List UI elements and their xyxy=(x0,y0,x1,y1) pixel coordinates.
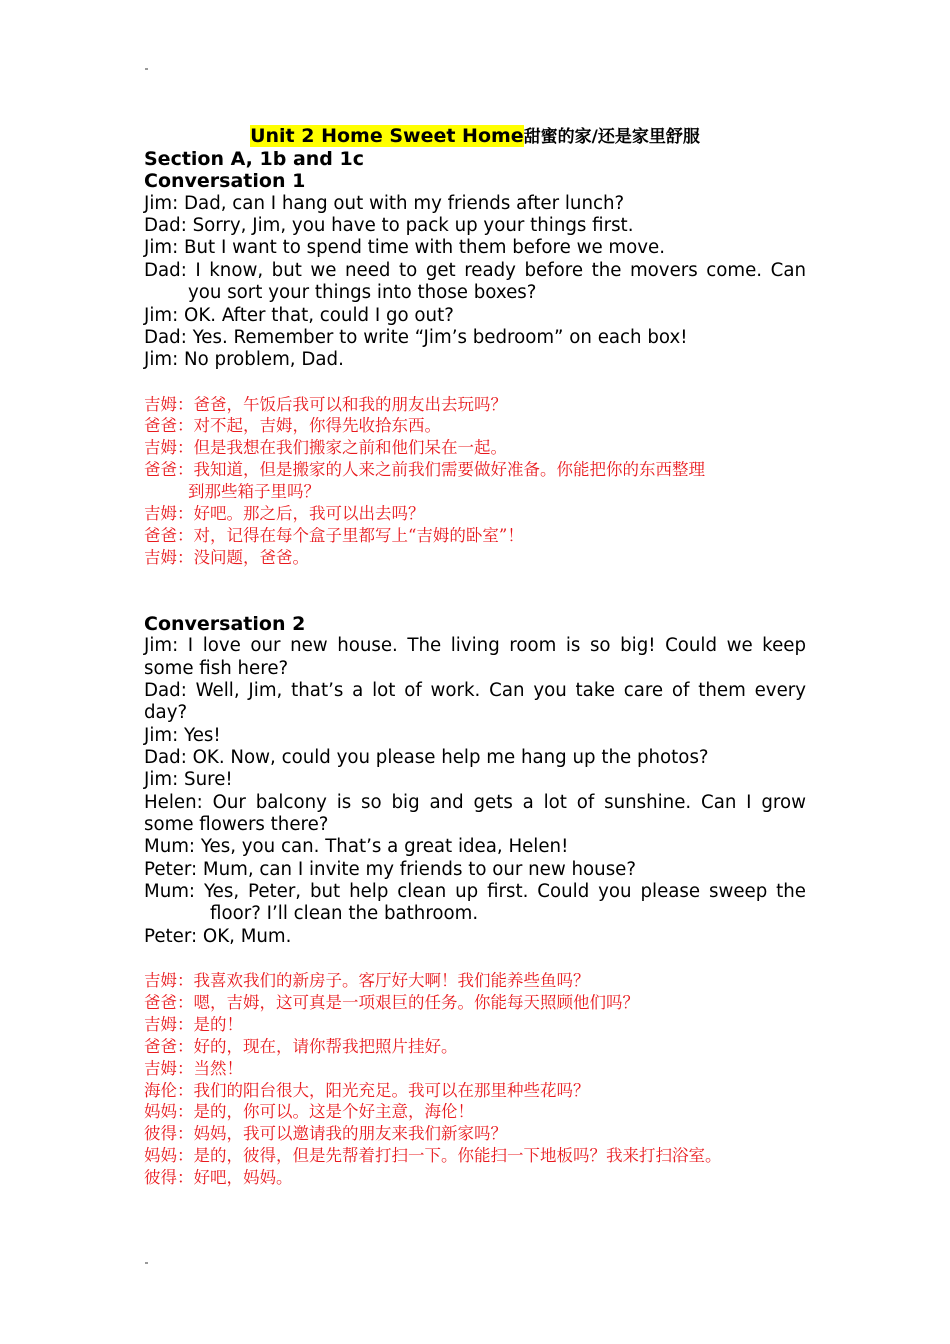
translation-line: 彼得：好吧，妈妈。 xyxy=(144,1168,293,1188)
dialogue-line: Jim: I love our new house. The living room is so big! Could we keep xyxy=(144,635,806,657)
section-heading: Section A, 1b and 1c xyxy=(144,148,364,170)
dialogue-line-continuation: day? xyxy=(144,702,188,724)
translation-line: 吉姆：好吧。那之后，我可以出去吗？ xyxy=(144,504,425,524)
conversation-1-chinese xyxy=(144,394,806,569)
dialogue-line: Jim: OK. After that, could I go out? xyxy=(144,304,454,326)
corner-mark-bottom xyxy=(145,1262,148,1264)
translation-line: 妈妈：是的，你可以。这是个好主意，海伦！ xyxy=(144,1102,474,1122)
translation-line: 吉姆：爸爸，午饭后我可以和我的朋友出去玩吗？ xyxy=(144,394,507,414)
dialogue-line: Jim: Sure! xyxy=(144,769,233,791)
dialogue-line: Dad: I know, but we need to get ready before the movers come. Can xyxy=(144,259,806,281)
translation-line: 吉姆：当然！ xyxy=(144,1058,243,1078)
spacer xyxy=(144,569,806,613)
translation-line: 爸爸：对，记得在每个盒子里都写上“吉姆的卧室”！ xyxy=(144,525,524,545)
conversation-1-english xyxy=(144,193,806,372)
dialogue-line: Dad: OK. Now, could you please help me hang up the photos? xyxy=(144,746,709,768)
conversation-2-english xyxy=(144,635,806,948)
dialogue-line: Jim: Dad, can I hang out with my friends after lunch? xyxy=(144,192,625,214)
dialogue-line: Peter: OK, Mum. xyxy=(144,925,292,947)
title-chinese: 甜蜜的家/还是家里舒服 xyxy=(523,127,700,147)
dialogue-line-continuation: floor? I’ll clean the bathroom. xyxy=(210,903,479,925)
dialogue-line: Dad: Well, Jim, that’s a lot of work. Can you take care of them every xyxy=(144,679,806,701)
translation-line: 彼得：妈妈，我可以邀请我的朋友来我们新家吗？ xyxy=(144,1124,507,1144)
translation-line: 爸爸：对不起，吉姆，你得先收拾东西。 xyxy=(144,416,441,436)
translation-line: 爸爸：我知道，但是搬家的人来之前我们需要做好准备。你能把你的东西整理 xyxy=(144,460,705,480)
dialogue-line: Mum: Yes, you can. That’s a great idea, Helen! xyxy=(144,836,569,858)
dialogue-line: Helen: Our balcony is so big and gets a lot of sunshine. Can I grow xyxy=(144,791,806,813)
dialogue-line-continuation: you sort your things into those boxes? xyxy=(188,282,537,304)
document-title xyxy=(144,124,806,148)
translation-line: 妈妈：是的，彼得，但是先帮着打扫一下。你能扫一下地板吗？我来打扫浴室。 xyxy=(144,1146,722,1166)
dialogue-line: Jim: No problem, Dad. xyxy=(144,349,344,371)
dialogue-line: Jim: But I want to spend time with them before we move. xyxy=(144,237,665,259)
dialogue-line: Dad: Sorry, Jim, you have to pack up your things first. xyxy=(144,215,634,237)
translation-line-continuation: 到那些箱子里吗？ xyxy=(188,482,320,502)
translation-line: 爸爸：好的，现在，请你帮我把照片挂好。 xyxy=(144,1036,458,1056)
corner-mark-top xyxy=(145,68,148,70)
title-english: Unit 2 Home Sweet Home xyxy=(250,125,524,147)
translation-line: 吉姆：但是我想在我们搬家之前和他们呆在一起。 xyxy=(144,438,507,458)
dialogue-line-continuation: some fish here? xyxy=(144,657,289,679)
dialogue-line: Dad: Yes. Remember to write “Jim’s bedroom” on each box! xyxy=(144,326,688,348)
dialogue-line: Peter: Mum, can I invite my friends to our new house? xyxy=(144,858,637,880)
translation-line: 吉姆：没问题，爸爸。 xyxy=(144,547,309,567)
conversation-1-heading: Conversation 1 xyxy=(144,170,306,193)
translation-line: 海伦：我们的阳台很大，阳光充足。我可以在那里种些花吗？ xyxy=(144,1080,590,1100)
document-page xyxy=(144,124,806,1189)
translation-line: 吉姆：我喜欢我们的新房子。客厅好大啊！我们能养些鱼吗？ xyxy=(144,970,590,990)
conversation-2-chinese xyxy=(144,970,806,1189)
dialogue-line-continuation: some flowers there? xyxy=(144,813,329,835)
translation-line: 爸爸：嗯，吉姆，这可真是一项艰巨的任务。你能每天照顾他们吗？ xyxy=(144,992,639,1012)
dialogue-line: Jim: Yes! xyxy=(144,724,221,746)
translation-line: 吉姆：是的！ xyxy=(144,1014,243,1034)
dialogue-line: Mum: Yes, Peter, but help clean up first. Could you please sweep the xyxy=(144,880,806,902)
conversation-2-heading: Conversation 2 xyxy=(144,612,306,635)
